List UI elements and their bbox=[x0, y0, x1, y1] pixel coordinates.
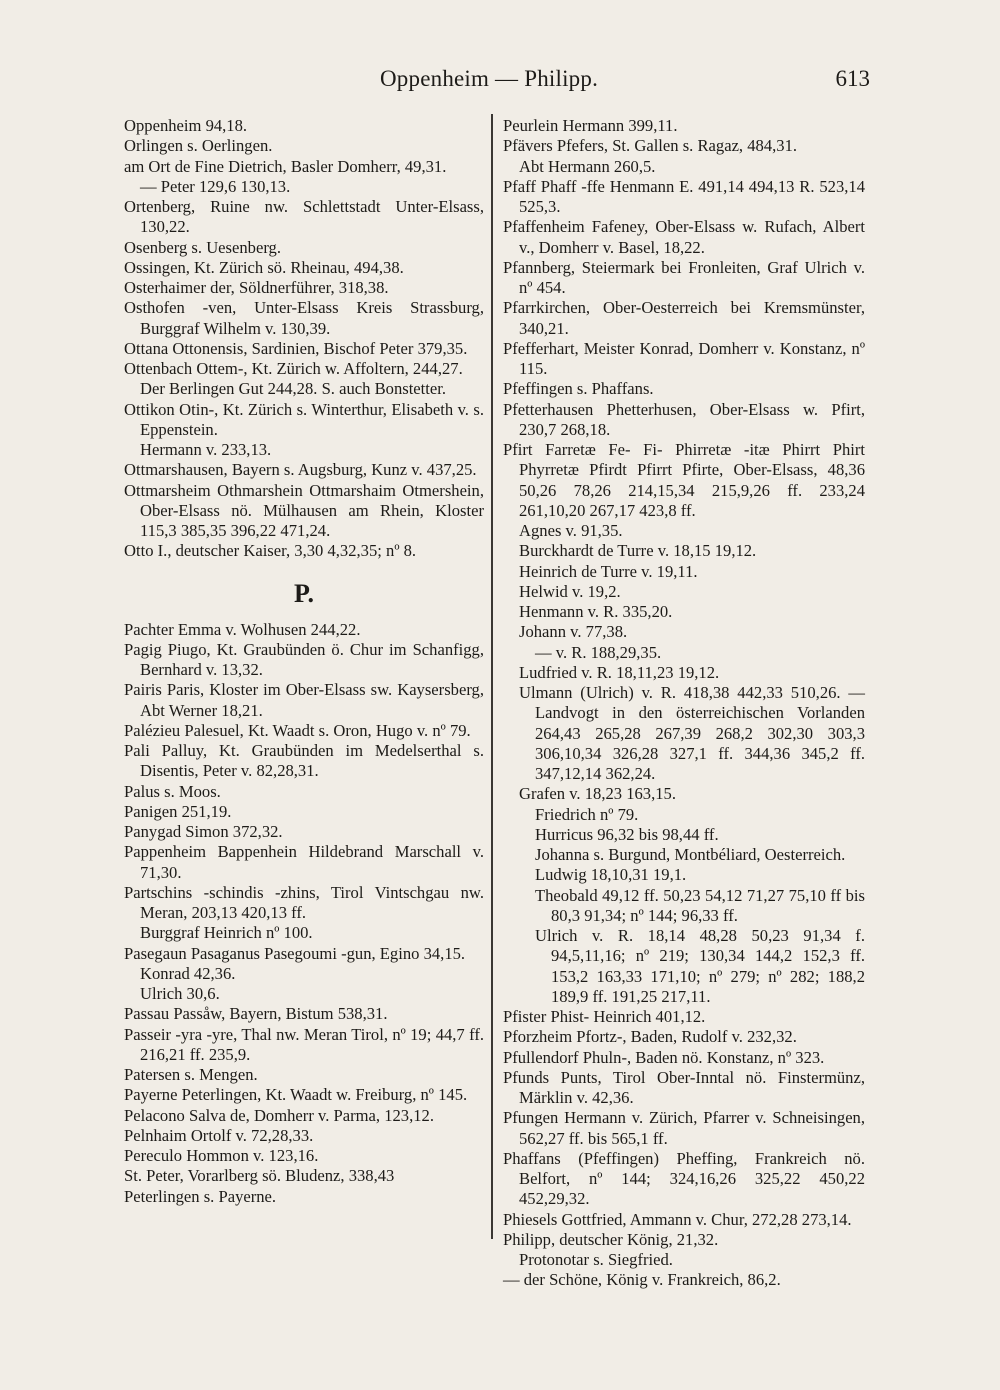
index-entry: Ottana Ottonensis, Sardinien, Bischof Peter 379,35. bbox=[124, 338, 468, 358]
index-entry: Pfetterhausen Phetterhusen, Ober-Elsass w. Pfirt, 230,7 268,18. bbox=[503, 399, 865, 439]
index-entry: Pfannberg, Steiermark bei Fronleiten, Graf Ulrich v. nº 454. bbox=[503, 257, 865, 297]
index-subentry: Ulrich v. R. 18,14 48,28 50,23 91,34 f. 94,5,11,16; nº 219; 130,34 144,2 152,3 ff. 153,2 163,33 171,10; nº 279; nº 282; 188,2 189,9 ff. 191,25 217,11. bbox=[535, 926, 865, 1006]
index-entry: Pelacono Salva de, Domherr v. Parma, 123,12. bbox=[124, 1105, 434, 1125]
index-subentry: Ludwig 18,10,31 19,1. bbox=[535, 865, 687, 885]
index-subentry: Johann v. 77,38. bbox=[519, 622, 628, 642]
index-entry: Pachter Emma v. Wolhusen 244,22. bbox=[124, 619, 361, 639]
index-entry: Osterhaimer der, Söldnerführer, 318,38. bbox=[124, 278, 389, 297]
index-entry: Ottmarsheim Othmarshein Ottmarshaim Otmershein, Ober-Elsass nö. Mülhausen am Rhein, Kloster 115,3 385,35 396,22 471,24. bbox=[124, 480, 484, 540]
index-entry: Pfirt Farretæ Fe- Fi- Phirretæ -itæ Phirrt Phirt Phyrretæ Pfirdt Pfirrt Pfirte, Ober-Elsass, 48,36 50,26 78,26 214,15,34 215,9,26 ff. 233,24 261,10,20 267,17 423,8 ff. bbox=[503, 440, 865, 520]
index-entry: Palus s. Moos. bbox=[124, 781, 221, 801]
index-entry: Philipp, deutscher König, 21,32. bbox=[503, 1229, 719, 1249]
index-entry: Panigen 251,19. bbox=[124, 801, 232, 821]
index-entry: Peterlingen s. Payerne. bbox=[124, 1186, 277, 1206]
index-subentry: Hermann v. 233,13. bbox=[140, 440, 272, 459]
column-divider bbox=[491, 114, 493, 1239]
index-entry: Pfullendorf Phuln-, Baden nö. Konstanz, nº 323. bbox=[503, 1047, 825, 1067]
page-number: 613 bbox=[835, 66, 870, 91]
index-subentry: Helwid v. 19,2. bbox=[519, 581, 621, 601]
right-column bbox=[503, 116, 865, 1291]
index-subentry: — v. R. 188,29,35. bbox=[535, 642, 662, 662]
index-subentry: Der Berlingen Gut 244,28. S. auch Bonstetter. bbox=[140, 379, 447, 399]
index-entry: Pfefferhart, Meister Konrad, Domherr v. Konstanz, nº 115. bbox=[503, 338, 865, 378]
index-subentry: Ludfried v. R. 18,11,23 19,12. bbox=[519, 662, 720, 682]
index-entry: Otto I., deutscher Kaiser, 3,30 4,32,35; nº 8. bbox=[124, 541, 417, 561]
index-entry: Ottenbach Ottem-, Kt. Zürich w. Affoltern, 244,27. bbox=[124, 359, 463, 378]
index-subentry: Johanna s. Burgund, Montbéliard, Oesterreich. bbox=[535, 845, 846, 864]
index-entry: Pali Palluy, Kt. Graubünden im Medelserthal s. Disentis, Peter v. 82,28,31. bbox=[124, 741, 484, 781]
index-entry: Pairis Paris, Kloster im Ober-Elsass sw. Kaysersberg, Abt Werner 18,21. bbox=[124, 680, 484, 720]
index-entry: Palézieu Palesuel, Kt. Waadt s. Oron, Hugo v. nº 79. bbox=[124, 720, 471, 740]
index-subentry: Konrad 42,36. bbox=[140, 963, 236, 983]
index-entry: Phaffans (Pfeffingen) Pheffing, Frankreich nö. Belfort, nº 144; 324,16,26 325,22 450,22 452,29,32. bbox=[503, 1148, 865, 1209]
index-entry: Pfungen Hermann v. Zürich, Pfarrer v. Schneisingen, 562,27 ff. bis 565,1 ff. bbox=[503, 1108, 865, 1148]
index-entry: Ossingen, Kt. Zürich sö. Rheinau, 494,38. bbox=[124, 257, 404, 277]
index-subentry: Theobald 49,12 ff. 50,23 54,12 71,27 75,10 ff bis 80,3 91,34; nº 144; 96,33 ff. bbox=[535, 885, 865, 925]
index-entry: Pfister Phist- Heinrich 401,12. bbox=[503, 1007, 706, 1026]
index-subentry: Ulmann (Ulrich) v. R. 418,38 442,33 510,26. — Landvogt in den österreichischen Vorlanden 264,43 265,28 267,39 268,2 302,30 303,3 306,10,34 326,28 327,1 ff. 344,36 345,2 ff. 347,12,14 362,24. bbox=[519, 683, 865, 783]
index-entry: Pfaffenheim Fafeney, Ober-Elsass w. Rufach, Albert v., Domherr v. Basel, 18,22. bbox=[503, 217, 865, 257]
index-entry: Payerne Peterlingen, Kt. Waadt w. Freiburg, nº 145. bbox=[124, 1085, 468, 1105]
index-entry: Ottikon Otin-, Kt. Zürich s. Winterthur, Elisabeth v. s. Eppenstein. bbox=[124, 399, 484, 439]
index-entry: St. Peter, Vorarlberg sö. Bludenz, 338,43 bbox=[124, 1166, 395, 1186]
index-entry: Passau Passåw, Bayern, Bistum 538,31. bbox=[124, 1004, 388, 1024]
index-subentry: Hurricus 96,32 bis 98,44 ff. bbox=[535, 824, 719, 844]
index-entry: Pfarrkirchen, Ober-Oesterreich bei Kremsmünster, 340,21. bbox=[503, 298, 865, 338]
page-header bbox=[0, 66, 1000, 102]
index-entry: Osenberg s. Uesenberg. bbox=[124, 237, 281, 257]
index-entry: Phiesels Gottfried, Ammann v. Chur, 272,28 273,14. bbox=[503, 1209, 852, 1229]
index-subentry: Protonotar s. Siegfried. bbox=[519, 1250, 673, 1269]
index-entry: Passeir -yra -yre, Thal nw. Meran Tirol, nº 19; 44,7 ff. 216,21 ff. 235,9. bbox=[124, 1024, 484, 1064]
section-letter: P. bbox=[294, 578, 314, 608]
index-entry: Pforzheim Pfortz-, Baden, Rudolf v. 232,32. bbox=[503, 1027, 797, 1047]
index-entry: Pagig Piugo, Kt. Graubünden ö. Chur im Schanfigg, Bernhard v. 13,32. bbox=[124, 639, 484, 679]
index-entry: Ortenberg, Ruine nw. Schlettstadt Unter-Elsass, 130,22. bbox=[124, 197, 484, 237]
index-entry: Pereculo Hommon v. 123,16. bbox=[124, 1146, 319, 1165]
index-subentry: Agnes v. 91,35. bbox=[519, 521, 623, 540]
index-entry: — der Schöne, König v. Frankreich, 86,2. bbox=[503, 1270, 781, 1290]
index-subentry: Henmann v. R. 335,20. bbox=[519, 602, 673, 621]
index-entry: Pfaff Phaff -ffe Henmann E. 491,14 494,13 R. 523,14 525,3. bbox=[503, 176, 865, 216]
index-subentry: Burggraf Heinrich nº 100. bbox=[140, 923, 313, 943]
index-subentry: Heinrich de Turre v. 19,11. bbox=[519, 561, 698, 581]
left-column bbox=[124, 116, 484, 1207]
index-entry: Oppenheim 94,18. bbox=[124, 116, 248, 135]
index-entry: Osthofen -ven, Unter-Elsass Kreis Strassburg, Burggraf Wilhelm v. 130,39. bbox=[124, 298, 484, 338]
index-subentry: Burckhardt de Turre v. 18,15 19,12. bbox=[519, 541, 757, 561]
index-subentry: Friedrich nº 79. bbox=[535, 804, 639, 824]
index-subentry: Ulrich 30,6. bbox=[140, 984, 220, 1003]
index-entry: Pappenheim Bappenhein Hildebrand Marschall v. 71,30. bbox=[124, 842, 484, 882]
index-entry: Panygad Simon 372,32. bbox=[124, 822, 283, 841]
running-title: Oppenheim — Philipp. bbox=[380, 66, 599, 91]
index-subentry: Grafen v. 18,23 163,15. bbox=[519, 784, 676, 804]
index-entry: Pfunds Punts, Tirol Ober-Inntal nö. Finstermünz, Märklin v. 42,36. bbox=[503, 1067, 865, 1107]
index-entry: Pfävers Pfefers, St. Gallen s. Ragaz, 484,31. bbox=[503, 136, 798, 156]
index-entry: Patersen s. Mengen. bbox=[124, 1065, 258, 1084]
index-entry: Partschins -schindis -zhins, Tirol Vintschgau nw. Meran, 203,13 420,13 ff. bbox=[124, 882, 484, 922]
index-entry: Orlingen s. Oerlingen. bbox=[124, 136, 273, 156]
index-entry: am Ort de Fine Dietrich, Basler Domherr, 49,31. bbox=[124, 156, 447, 176]
index-entry: Pasegaun Pasaganus Pasegoumi -gun, Egino 34,15. bbox=[124, 943, 466, 963]
index-entry: Peurlein Hermann 399,11. bbox=[503, 116, 678, 135]
index-entry: Pelnhaim Ortolf v. 72,28,33. bbox=[124, 1125, 314, 1145]
index-subentry: Abt Hermann 260,5. bbox=[519, 156, 656, 176]
index-subentry: — Peter 129,6 130,13. bbox=[140, 176, 291, 196]
index-entry: Ottmarshausen, Bayern s. Augsburg, Kunz v. 437,25. bbox=[124, 460, 477, 480]
index-entry: Pfeffingen s. Phaffans. bbox=[503, 379, 654, 399]
